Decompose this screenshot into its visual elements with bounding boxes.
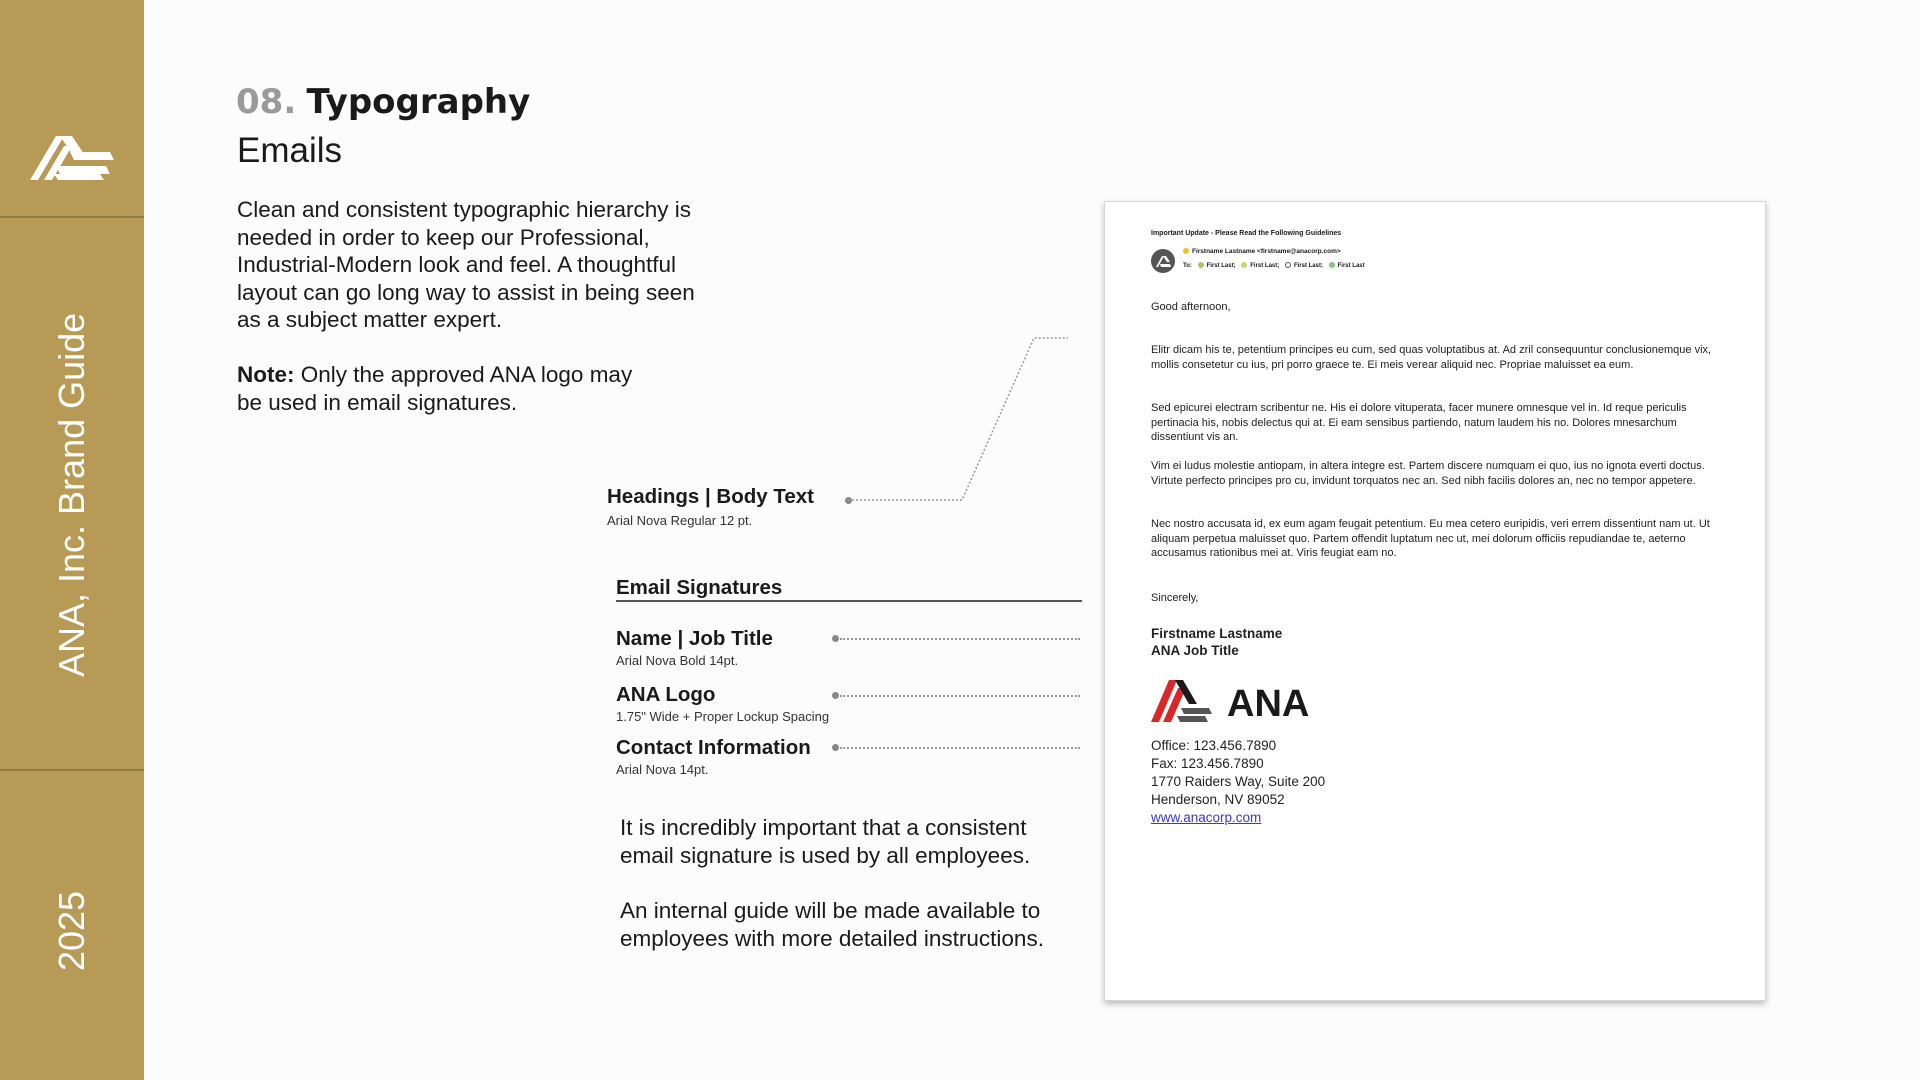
signature-ana-logo (1151, 676, 1321, 724)
sidebar-year: 2025 (51, 890, 92, 972)
note-body: Only the approved ANA logo may be used in email signatures. (237, 362, 633, 415)
signature-address-line1: 1770 Raiders Way, Suite 200 (1151, 774, 1326, 789)
page-title (236, 80, 530, 122)
signature-address-line2: Henderson, NV 89052 (1151, 792, 1285, 807)
callout-headings-title: Headings | Body Text (607, 485, 814, 508)
ana-logo-icon (30, 122, 114, 182)
email-body-paragraph: Vim ei ludus molestie antiopam, in altera integre est. Partem discere numquam ei quo, ius no ignota everti doctus. Virtute perfecto principes pro cu, invidunt torquatos nec an. Sed nibh facilis dolores an, nec no tempor appetere. (1151, 460, 1705, 487)
sidebar-divider-bottom (0, 769, 144, 771)
signature-office: Office: 123.456.7890 (1151, 738, 1277, 753)
section-title: Typography (306, 82, 531, 122)
page-subtitle: Emails (237, 131, 343, 170)
email-to (1183, 262, 1365, 269)
recipient-dot (1198, 262, 1204, 268)
recipient-dot (1329, 262, 1335, 268)
signatures-rule (616, 600, 1082, 602)
callout-contact-sub: Arial Nova 14pt. (616, 762, 709, 777)
email-closing: Sincerely, (1151, 592, 1199, 604)
recipient: First Last; (1250, 263, 1280, 269)
callout-contact-leader (840, 747, 1080, 749)
callout-headings-sub: Arial Nova Regular 12 pt. (607, 513, 753, 528)
intro-text: Clean and consistent typographic hierarchy is needed in order to keep our Professional, Industrial-Modern look and feel. A thoughtful layout can go long way to assist in being seen as a subject matter expert. (237, 197, 695, 332)
email-greeting: Good afternoon, (1151, 301, 1231, 313)
signature-website-link[interactable]: www.anacorp.com (1151, 810, 1262, 825)
recipient: First Last; (1293, 263, 1323, 269)
callout-name-sub: Arial Nova Bold 14pt. (616, 653, 739, 668)
section-number: 08. (236, 82, 297, 122)
signature-job-title: ANA Job Title (1151, 643, 1239, 658)
sidebar (0, 0, 144, 1080)
note-text (237, 361, 657, 416)
email-from (1183, 248, 1341, 255)
signature-logo-text: ANA (1227, 683, 1310, 724)
callout-name-leader (840, 638, 1080, 640)
recipient: First Last (1337, 263, 1365, 269)
note-label: Note: (237, 362, 295, 387)
from-status-dot (1183, 248, 1189, 254)
callout-logo-title: ANA Logo (616, 683, 716, 706)
callout-logo-sub: 1.75" Wide + Proper Lockup Spacing (616, 709, 830, 724)
callout-contact-title: Contact Information (616, 736, 811, 759)
signatures-heading: Email Signatures (616, 576, 783, 599)
email-to-label: To: (1183, 263, 1192, 269)
paragraph-internal-guide: An internal guide will be made available to employees with more detailed instructions. (620, 898, 1044, 951)
email-body-paragraph: Sed epicurei electram scribentur ne. His ei dolore vituperata, facer munere omnesque vel in. Id reque periculis pertinacia his, nobis delectus qui at. Ei eam sensibus partiendo, natum laudem his no. Dolores mnesarchum dissentiunt vis an. (1151, 402, 1687, 443)
callout-name-dot (832, 635, 839, 642)
email-body-paragraph: Elitr dicam his te, petentium principes eu cum, sed quas voluptatibus at. Ad zril consequuntur conclusionemque vix, mollis consetetur cu ius, pri porro graece te. Ei meis verear aliquid nec. Propriae maluisset ea eum. (1151, 344, 1712, 371)
paragraph-consistency: It is incredibly important that a consistent email signature is used by all employees. (620, 815, 1031, 868)
signature-fax: Fax: 123.456.7890 (1151, 756, 1264, 771)
email-body-paragraph: Nec nostro accusata id, ex eum agam feugait petentium. Eu mea cetero euripidis, veri errem dissentiunt nam ut. Ut aliquam perpetua maluisset quo. Partem offendit luptatum nec ut, mei dolorum officiis repudiandae te, aeterno accusamus rationibus mei at. Viris feugiat eam no. (1151, 518, 1710, 559)
callout-headings-leader (848, 334, 1070, 504)
avatar-logo-icon (1151, 249, 1175, 273)
email-from-text: Firstname Lastname <firstname@anacorp.com> (1192, 248, 1341, 255)
callout-name-title: Name | Job Title (616, 627, 773, 650)
callout-contact-dot (832, 744, 839, 751)
callout-logo-leader (840, 695, 1080, 697)
recipient-dot (1241, 262, 1247, 268)
sidebar-brand-text: ANA, Inc. Brand Guide (51, 312, 92, 677)
recipient: First Last; (1206, 263, 1236, 269)
callout-logo-dot (832, 692, 839, 699)
sender-avatar (1151, 249, 1175, 273)
recipient-dot (1285, 262, 1291, 268)
email-subject: Important Update - Please Read the Following Guidelines (1151, 230, 1342, 237)
sidebar-divider-top (0, 216, 144, 218)
signature-name: Firstname Lastname (1151, 626, 1283, 641)
email-example (1104, 201, 1766, 1001)
